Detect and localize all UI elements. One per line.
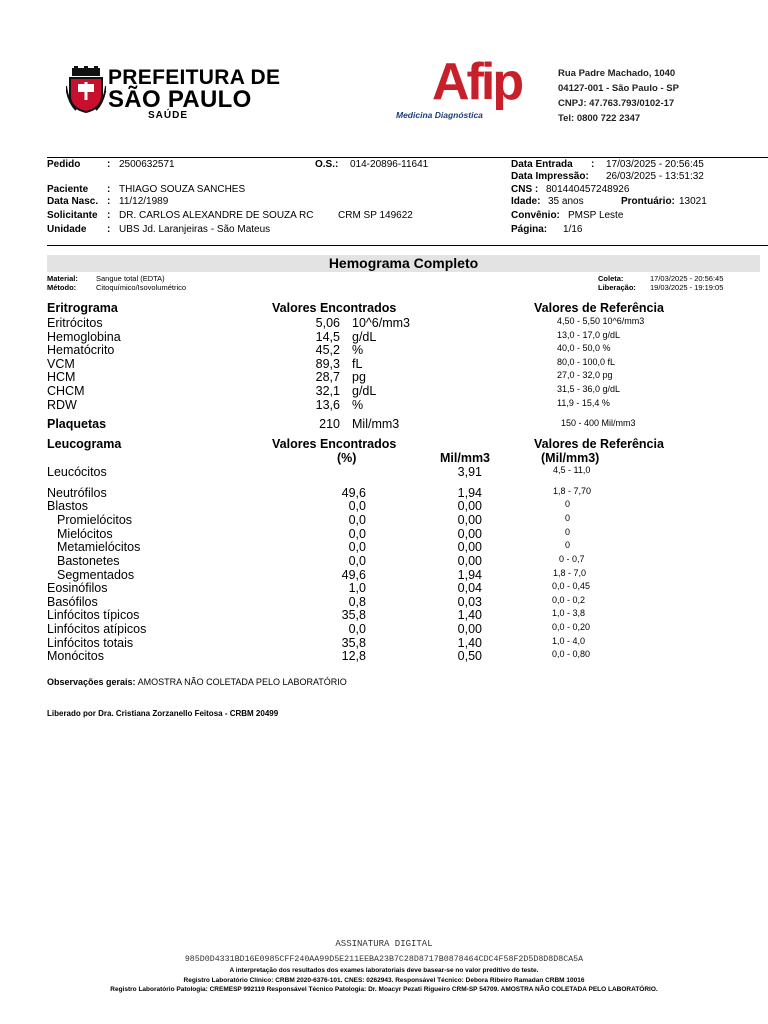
leucograma-row-name: Neutrófilos bbox=[47, 486, 107, 500]
convenio-value: PMSP Leste bbox=[568, 210, 624, 221]
eritrograma-col-ref: Valores de Referência bbox=[534, 301, 664, 315]
eritrograma-row-value: 45,2 bbox=[315, 343, 340, 357]
leucograma-row-abs: 0,00 bbox=[457, 554, 482, 568]
address-line2: 04127-001 - São Paulo - SP bbox=[558, 83, 679, 94]
leucograma-row-abs: 1,94 bbox=[457, 568, 482, 582]
leucograma-row-abs: 1,40 bbox=[457, 636, 482, 650]
leucograma-row-name: Promielócitos bbox=[57, 513, 133, 527]
plaquetas-value: 210 bbox=[319, 417, 340, 431]
unidade-colon: : bbox=[107, 224, 111, 235]
afip-logo bbox=[396, 53, 541, 126]
leucograma-row-ref: 0,0 - 0,80 bbox=[552, 649, 591, 659]
convenio-label: Convênio: bbox=[511, 210, 560, 221]
eritrograma-row-ref: 11,9 - 15,4 % bbox=[557, 398, 610, 408]
plaquetas-unit: Mil/mm3 bbox=[352, 417, 400, 431]
material-label: Material: bbox=[47, 274, 78, 283]
eritrograma-row-name: Hematócrito bbox=[47, 343, 115, 357]
leucograma-row-abs: 0,03 bbox=[457, 595, 482, 609]
eritrograma-heading: Eritrograma bbox=[47, 301, 118, 315]
eritrograma-row-name: Eritrócitos bbox=[47, 316, 103, 330]
data-impressao-value: 26/03/2025 - 13:51:32 bbox=[606, 171, 704, 182]
metodo-label: Método: bbox=[47, 283, 77, 292]
prontuario-value: 13021 bbox=[679, 196, 707, 207]
eritrograma-row-value: 14,5 bbox=[315, 330, 340, 344]
address-line4: Tel: 0800 722 2347 bbox=[558, 113, 641, 124]
cns-value: 801440457248926 bbox=[546, 184, 630, 195]
solicitante-value: DR. CARLOS ALEXANDRE DE SOUZA RC bbox=[119, 210, 314, 221]
prefeitura-logo bbox=[66, 64, 281, 126]
eritrograma-row-unit: pg bbox=[352, 370, 366, 384]
eritrograma-row-ref: 31,5 - 36,0 g/dL bbox=[557, 384, 621, 394]
leucograma-row-pct: 35,8 bbox=[341, 608, 366, 622]
address-line3: CNPJ: 47.763.793/0102-17 bbox=[558, 98, 675, 109]
crm-value: CRM SP 149622 bbox=[338, 210, 413, 221]
liberacao-label: Liberação: bbox=[598, 283, 636, 292]
leucograma-row-abs: 0,04 bbox=[457, 581, 482, 595]
leucograma-row-pct: 0,0 bbox=[348, 527, 366, 541]
os-label: O.S.: bbox=[315, 159, 339, 170]
data-nasc-label: Data Nasc. bbox=[47, 196, 99, 207]
eritrograma-row-value: 32,1 bbox=[315, 384, 340, 398]
eritrograma-row-name: RDW bbox=[47, 398, 77, 412]
eritrograma-row-unit: fL bbox=[352, 357, 363, 371]
data-entrada-label: Data Entrada bbox=[511, 159, 573, 170]
leucograma-heading: Leucograma bbox=[47, 437, 122, 451]
eritrograma-row-unit: 10^6/mm3 bbox=[352, 316, 410, 330]
pedido-colon: : bbox=[107, 159, 111, 170]
leucograma-row-pct: 49,6 bbox=[341, 568, 366, 582]
pedido-value: 2500632571 bbox=[119, 159, 175, 170]
eritrograma-row-ref: 40,0 - 50,0 % bbox=[557, 343, 611, 353]
footer-line1: A interpretação dos resultados dos exames laboratoriais deve basear-se no valor preditivo do teste. bbox=[229, 967, 539, 974]
footer-line3: Registro Laboratório Patologia: CREMESP 992119 Responsável Técnico Patologia: Dr. Moacyr Pezati Rigueiro CRM-SP 54709. AMOSTRA NÃO COLETADA PELO LABORATÓRIO. bbox=[110, 986, 658, 993]
leucograma-row-name: Segmentados bbox=[57, 568, 135, 582]
data-entrada-value: 17/03/2025 - 20:56:45 bbox=[606, 159, 704, 170]
leucograma-row-ref: 1,8 - 7,0 bbox=[553, 568, 587, 578]
leucograma-row-ref: 0,0 - 0,20 bbox=[552, 622, 591, 632]
leucograma-row-ref: 1,8 - 7,70 bbox=[553, 486, 592, 496]
eritrograma-col-found: Valores Encontrados bbox=[272, 301, 397, 315]
leucograma-row-ref: 0 - 0,7 bbox=[559, 554, 585, 564]
leucograma-row-pct: 49,6 bbox=[341, 486, 366, 500]
leucograma-row-name: Monócitos bbox=[47, 649, 104, 663]
idade-value: 35 anos bbox=[548, 196, 584, 207]
leucograma-col-ref: Valores de Referência bbox=[534, 437, 664, 451]
eritrograma-row-ref: 13,0 - 17,0 g/dL bbox=[557, 330, 621, 340]
exam-title: Hemograma Completo bbox=[328, 255, 479, 271]
leucograma-row-name: Metamielócitos bbox=[57, 540, 141, 554]
os-value: 014-20896-11641 bbox=[350, 159, 429, 170]
eritrograma-row-unit: g/dL bbox=[352, 384, 377, 398]
leucograma-row-pct: 1,0 bbox=[348, 581, 366, 595]
solicitante-colon: : bbox=[107, 210, 111, 221]
leucograma-row-abs: 0,00 bbox=[457, 527, 482, 541]
prefeitura-line2: SÃO PAULO bbox=[108, 86, 252, 113]
assinatura-digital-label: ASSINATURA DIGITAL bbox=[335, 939, 433, 949]
observacoes-label: Observações gerais: bbox=[47, 677, 136, 687]
eritrograma-row-ref: 27,0 - 32,0 pg bbox=[557, 370, 613, 380]
leucograma-row-pct: 0,0 bbox=[348, 499, 366, 513]
leucograma-row-abs: 0,00 bbox=[457, 540, 482, 554]
metodo-value: Citoquímico/Isovolumétrico bbox=[96, 283, 187, 292]
eritrograma-row-ref: 4,50 - 5,50 10^6/mm3 bbox=[557, 316, 645, 326]
leucograma-row-name: Blastos bbox=[47, 499, 88, 513]
pagina-value: 1/16 bbox=[563, 224, 583, 235]
paciente-value: THIAGO SOUZA SANCHES bbox=[119, 184, 246, 195]
leucograma-row-name: Bastonetes bbox=[57, 554, 120, 568]
observacoes bbox=[47, 677, 347, 687]
plaquetas-ref: 150 - 400 Mil/mm3 bbox=[561, 418, 636, 428]
liberacao-value: 19/03/2025 - 19:19:05 bbox=[650, 283, 724, 292]
prefeitura-line3: SAÚDE bbox=[148, 110, 189, 121]
leucograma-row-pct: 0,0 bbox=[348, 554, 366, 568]
leucograma-row-name: Eosinófilos bbox=[47, 581, 108, 595]
leucograma-row-pct: 0,0 bbox=[348, 513, 366, 527]
leucograma-row-pct: 0,0 bbox=[348, 622, 366, 636]
afip-wordmark: Afip bbox=[432, 53, 522, 111]
footer-line2: Registro Laboratório Clínico: CRBM 2020-6376-101. CNES: 0262943. Responsável Técnico: Debora Ribeiro Ramadan CRBM 10016 bbox=[183, 977, 585, 984]
idade-label: Idade: bbox=[511, 196, 541, 207]
leucograma-row-abs: 0,00 bbox=[457, 622, 482, 636]
leucograma-row-name: Mielócitos bbox=[57, 527, 113, 541]
coleta-label: Coleta: bbox=[598, 274, 624, 283]
eritrograma-row-name: HCM bbox=[47, 370, 76, 384]
leucograma-row-abs: 1,94 bbox=[457, 486, 482, 500]
leucograma-col-found: Valores Encontrados bbox=[272, 437, 397, 451]
leucograma-row-ref: 0 bbox=[565, 499, 571, 509]
data-nasc-value: 11/12/1989 bbox=[119, 196, 169, 207]
prefeitura-line1: PREFEITURA DE bbox=[108, 66, 281, 89]
coleta-value: 17/03/2025 - 20:56:45 bbox=[650, 274, 724, 283]
eritrograma-row-value: 13,6 bbox=[315, 398, 340, 412]
afip-tagline: Medicina Diagnóstica bbox=[396, 110, 483, 120]
eritrograma-row-value: 28,7 bbox=[315, 370, 340, 384]
paciente-label: Paciente bbox=[47, 184, 89, 195]
data-impressao-label: Data Impressão: bbox=[511, 171, 589, 182]
leucograma-row-pct: 0,0 bbox=[348, 540, 366, 554]
data-entrada-colon: : bbox=[591, 159, 595, 170]
leucograma-row-abs: 0,00 bbox=[457, 513, 482, 527]
leucograma-row-ref: 0 bbox=[565, 540, 571, 550]
leucograma-col-ref-unit: (Mil/mm3) bbox=[541, 451, 600, 465]
leucograma-row-abs: 0,50 bbox=[457, 649, 482, 663]
sao-paulo-coat-of-arms-icon bbox=[66, 66, 106, 114]
leucograma-row-ref: 0 bbox=[565, 513, 571, 523]
eritrograma-row-name: Hemoglobina bbox=[47, 330, 121, 344]
leucograma-row-pct: 12,8 bbox=[341, 649, 366, 663]
leucograma-row-name: Linfócitos atípicos bbox=[47, 622, 147, 636]
header-bottom-rule bbox=[47, 245, 768, 246]
leucograma-col-pct: (%) bbox=[337, 451, 357, 465]
eritrograma-row-ref: 80,0 - 100,0 fL bbox=[557, 357, 616, 367]
eritrograma-row-unit: g/dL bbox=[352, 330, 377, 344]
leucograma-row-abs: 1,40 bbox=[457, 608, 482, 622]
solicitante-label: Solicitante bbox=[47, 210, 98, 221]
leucograma-row-ref: 1,0 - 4,0 bbox=[552, 636, 586, 646]
signature-hash: 985D0D4331BD16E0985CFF240AA99D5E211EEBA23B7C28D8717B0878464CDC4F58F2D5D8D8D8CA5A bbox=[184, 955, 584, 964]
pagina-label: Página: bbox=[511, 224, 548, 235]
leucograma-row-abs: 0,00 bbox=[457, 499, 482, 513]
eritrograma-row-value: 5,06 bbox=[315, 316, 340, 330]
plaquetas-name: Plaquetas bbox=[47, 417, 107, 431]
address-line1: Rua Padre Machado, 1040 bbox=[558, 68, 676, 79]
leucograma-row-ref: 0,0 - 0,45 bbox=[552, 581, 591, 591]
leucocitos-abs: 3,91 bbox=[457, 465, 482, 479]
material-value: Sangue total (EDTA) bbox=[96, 274, 165, 283]
eritrograma-row-unit: % bbox=[352, 398, 364, 412]
eritrograma-row-name: CHCM bbox=[47, 384, 85, 398]
leucograma-row-name: Linfócitos totais bbox=[47, 636, 134, 650]
eritrograma-row-value: 89,3 bbox=[315, 357, 340, 371]
eritrograma-row-unit: % bbox=[352, 343, 364, 357]
leucograma-row-ref: 0 bbox=[565, 527, 571, 537]
leucocitos-ref: 4,5 - 11,0 bbox=[553, 465, 591, 475]
observacoes-value: AMOSTRA NÃO COLETADA PELO LABORATÓRIO bbox=[137, 677, 347, 687]
lab-address bbox=[558, 66, 679, 126]
header-top-rule bbox=[47, 157, 768, 158]
paciente-colon: : bbox=[107, 184, 111, 195]
leucograma-row-pct: 0,8 bbox=[348, 595, 366, 609]
leucograma-col-abs: Mil/mm3 bbox=[440, 451, 491, 465]
unidade-label: Unidade bbox=[47, 224, 87, 235]
data-nasc-colon: : bbox=[107, 196, 111, 207]
leucograma-row-name: Linfócitos típicos bbox=[47, 608, 140, 622]
liberado-por: Liberado por Dra. Cristiana Zorzanello Feitosa - CRBM 20499 bbox=[47, 709, 279, 718]
leucograma-row-ref: 0,0 - 0,2 bbox=[552, 595, 586, 605]
unidade-value: UBS Jd. Laranjeiras - São Mateus bbox=[119, 224, 271, 235]
leucograma-row-pct: 35,8 bbox=[341, 636, 366, 650]
eritrograma-row-name: VCM bbox=[47, 357, 75, 371]
prontuario-label: Prontuário: bbox=[621, 196, 675, 207]
leucocitos-name: Leucócitos bbox=[47, 465, 107, 479]
cns-label: CNS : bbox=[511, 184, 539, 195]
pedido-label: Pedido bbox=[47, 159, 81, 170]
leucograma-row-name: Basófilos bbox=[47, 595, 98, 609]
leucograma-row-ref: 1,0 - 3,8 bbox=[552, 608, 586, 618]
